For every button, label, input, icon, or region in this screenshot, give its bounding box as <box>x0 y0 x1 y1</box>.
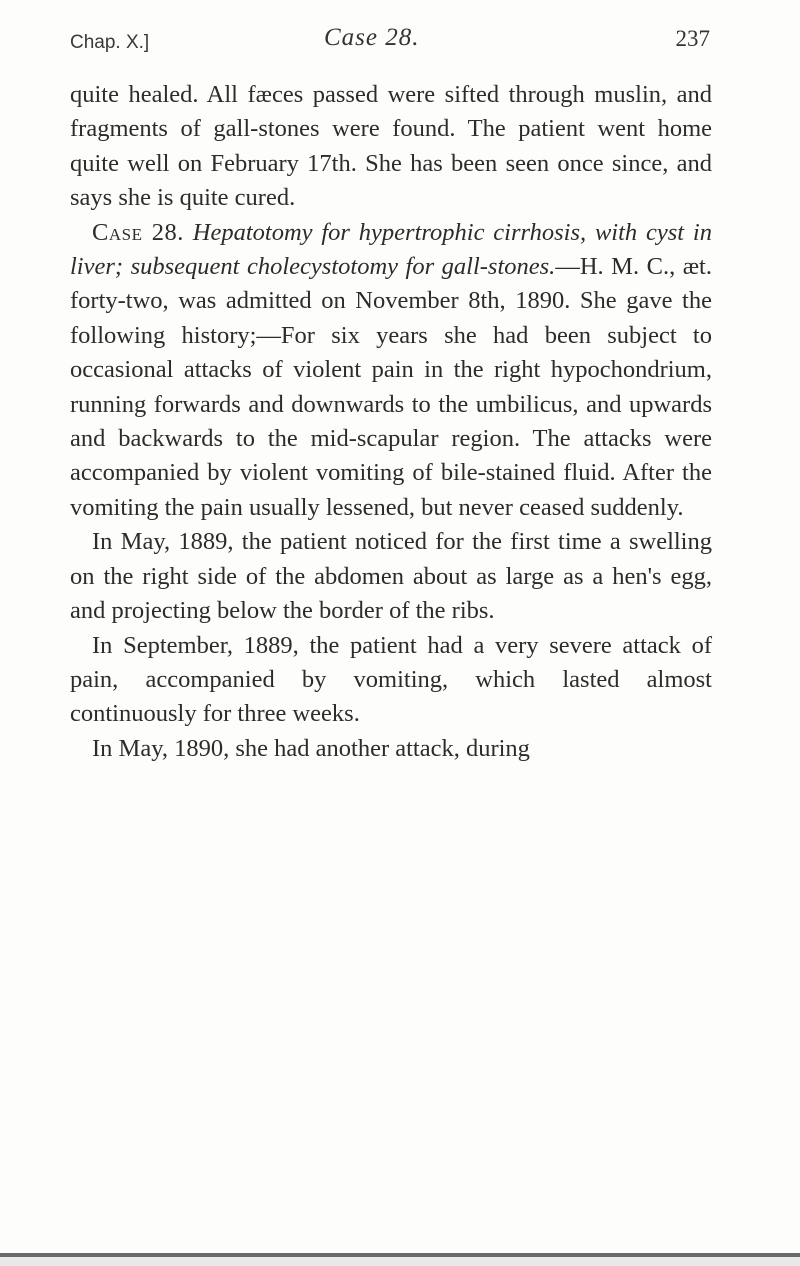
page-header <box>70 22 710 62</box>
case-label: Case 28. <box>92 218 184 246</box>
page-number: 237 <box>675 26 710 51</box>
body-text <box>70 78 712 766</box>
running-title: Case 28. <box>324 24 420 51</box>
paragraph-case-28 <box>70 216 712 526</box>
paragraph-may-1889: In May, 1889, the patient noticed for the first time a swelling on the right side of the abdomen about as large as a hen's egg, and projecting below the border of the ribs. <box>70 528 712 625</box>
case-title: Hepatotomy for hypertrophic cirrhosis, with cyst in liver; subsequent cholecystotomy for gall-stones. <box>70 218 712 281</box>
paragraph-may-1890: In May, 1890, she had another attack, during <box>92 734 530 762</box>
paragraph-continuation: quite healed. All fæces passed were sifted through muslin, and fragments of gall-stones were found. The patient went home quite well on February 17th. She has been seen once since, and says she is quite cured. <box>70 81 712 212</box>
chapter-reference: Chap. X.] <box>70 32 150 53</box>
case-history-text: —H. M. C., æt. forty-two, was admitted on November 8th, 1890. She gave the following history;—For six years she had been subject to occasional attacks of violent pain in the right hypochondrium, running forwards and downwards to the umbilicus, and upwards and backwards to the mid-scapular region. The attacks were accompanied by violent vomiting of bile-stained fluid. After the vomiting the pain usually lessened, but never ceased suddenly. <box>70 253 712 521</box>
paragraph-september-1889: In September, 1889, the patient had a very severe attack of pain, accompanied by vomiting, which lasted almost continuously for three weeks. <box>70 631 712 728</box>
page-edge-shadow <box>0 1257 800 1266</box>
